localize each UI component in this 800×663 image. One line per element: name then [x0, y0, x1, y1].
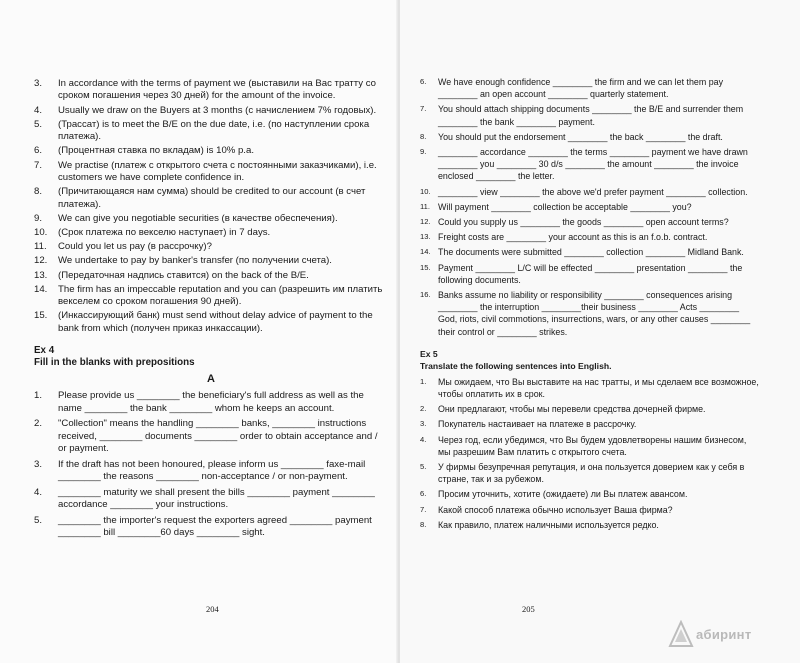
list-item — [420, 201, 760, 213]
item-number: 5. — [420, 462, 427, 472]
list-item — [420, 376, 760, 400]
labirint-logo — [668, 618, 786, 652]
item-text: We have enough confidence ________ the firm and we can let them pay ________ an open account ________ quarterly statement. — [438, 77, 726, 100]
ex5-list — [420, 376, 800, 531]
list-item — [34, 160, 388, 185]
list-item — [34, 270, 388, 282]
page-number-right: 205 — [522, 604, 535, 614]
item-text: (Срок платежа по векселю наступает) in 7 days. — [58, 227, 271, 239]
list-item — [34, 78, 388, 103]
item-number: 3. — [420, 419, 427, 429]
list-item — [420, 131, 760, 143]
item-text: Will payment ________ collection be acceptable ________ you? — [438, 201, 692, 212]
list-item — [420, 504, 760, 516]
list-item — [420, 262, 760, 286]
item-text: You should put the endorsement ________ the back ________ the draft. — [438, 131, 723, 142]
logo-text: абиринт — [696, 627, 752, 642]
item-number: 9. — [34, 212, 43, 224]
list-item — [34, 284, 388, 309]
item-number: 16. — [420, 290, 431, 300]
list-item — [34, 459, 388, 484]
list-item — [420, 231, 760, 243]
item-text: (Процентная ставка по вкладам) is 10% p.a. — [58, 145, 254, 157]
list-item — [420, 216, 760, 228]
item-number: 8. — [420, 131, 427, 141]
ex5-subtitle: Translate the following sentences into English. — [420, 360, 612, 371]
item-number: 15. — [34, 310, 48, 322]
item-number: 12. — [420, 217, 431, 227]
ex4-title: Ex 4 — [34, 345, 55, 357]
item-number: 4. — [420, 434, 427, 444]
item-number: 4. — [34, 486, 43, 498]
item-number: 2. — [420, 404, 427, 414]
item-number: 1. — [420, 376, 427, 386]
item-text: Какой способ платежа обычно использует Ваша фирма? — [438, 504, 673, 515]
item-number: 15. — [420, 262, 431, 272]
item-number: 14. — [34, 283, 48, 295]
right-page — [400, 0, 800, 663]
list-item — [34, 487, 388, 512]
labirint-logo-icon — [668, 620, 694, 648]
item-text: "Collection" means the handling ________ banks, ________ instructions received, ________ documents ________ order to obtain acceptance and / or payment. — [58, 418, 381, 455]
item-text: (Причитающаяся нам сумма) should be credited to our account (в счет платежа). — [58, 186, 369, 210]
item-number: 7. — [420, 504, 427, 514]
list-item — [420, 146, 760, 183]
list-item — [34, 119, 388, 144]
list-item — [420, 418, 760, 430]
list-item — [34, 310, 388, 335]
item-text: (Трассат) is to meet the B/E on the due date, i.e. (по наступлении срока платежа). — [58, 118, 372, 143]
list-item — [34, 227, 388, 239]
ex4-subtitle: Fill in the blanks with prepositions — [34, 357, 195, 369]
item-text: Покупатель настаивает на платеже в рассрочку. — [438, 419, 637, 430]
item-number: 12. — [34, 255, 48, 267]
item-number: 7. — [420, 104, 427, 114]
item-number: 3. — [34, 458, 43, 470]
item-number: 6. — [420, 489, 427, 499]
list-item — [34, 213, 388, 225]
item-number: 5. — [34, 514, 43, 526]
item-text: Please provide us ________ the beneficiary's full address as well as the name ________ the bank ________ whom he keeps an account. — [58, 390, 367, 414]
item-text: ________ accordance ________ the terms ________ payment we have drawn ________ you ________ 30 d/s ________ the amount ________ the invoice enclosed ________ the letter. — [438, 147, 751, 182]
item-text: ________ the importer's request the exporters agreed ________ payment ________ bill ________60 days ________ sight. — [58, 514, 375, 539]
list-item — [420, 103, 760, 127]
item-number: 2. — [34, 418, 43, 430]
list-item — [420, 289, 760, 338]
item-text: The documents were submitted ________ collection ________ Midland Bank. — [438, 247, 744, 258]
list-item — [34, 105, 388, 117]
item-number: 1. — [34, 390, 43, 402]
list-item — [420, 403, 760, 415]
item-number: 8. — [34, 186, 43, 198]
left-exercise-list — [34, 78, 398, 335]
item-number: 13. — [420, 232, 431, 242]
list-item — [420, 246, 760, 258]
list-item — [420, 519, 760, 531]
item-text: We undertake to pay by banker's transfer (по получении счета). — [58, 255, 332, 267]
item-text: The firm has an impeccable reputation and you can (разрешить им платить векселем со сроком погашения 90 дней). — [58, 283, 386, 308]
section-letter: A — [207, 373, 215, 386]
item-text: Как правило, платеж наличными используется редко. — [438, 519, 659, 530]
item-number: 13. — [34, 269, 48, 281]
item-text: Через год, если убедимся, что Вы будем удовлетворены нашим бизнесом, мы разрешим Вам платить с открытого счета. — [438, 434, 749, 457]
item-text: Мы ожидаем, что Вы выставите на нас тратты, и мы сделаем все возможное, чтобы оплатить их в срок. — [438, 376, 762, 400]
item-text: Просим уточнить, хотите (ожидаете) ли Вы платеж авансом. — [438, 489, 688, 500]
item-text: We can give you negotiable securities (в качестве обеспечения). — [58, 212, 338, 224]
item-text: У фирмы безупречная репутация, и она пользуется доверием как у себя в стране, так и за рубежом. — [438, 462, 747, 485]
item-text: ________ maturity we shall present the bills ________ payment ________ accordance ________ your instructions. — [58, 486, 378, 511]
list-item — [34, 418, 388, 455]
item-text: If the draft has not been honoured, please inform us ________ faxe-mail ________ the reasons ________ non-acceptance / or non-payment. — [58, 458, 368, 483]
item-number: 8. — [420, 519, 427, 529]
ex4-list — [34, 390, 398, 539]
ex5-title: Ex 5 — [420, 348, 438, 359]
item-number: 6. — [420, 77, 427, 86]
item-number: 9. — [420, 147, 427, 157]
list-item — [420, 488, 760, 500]
item-number: 5. — [34, 118, 43, 130]
item-number: 14. — [420, 247, 431, 257]
item-number: 11. — [420, 201, 430, 211]
item-number: 7. — [34, 159, 43, 171]
item-text: Usually we draw on the Buyers at 3 months (с начислением 7% годовых). — [58, 104, 377, 116]
right-exercise-list — [420, 76, 800, 338]
list-item — [420, 434, 760, 458]
item-text: Could you let us pay (в рассрочку)? — [58, 241, 212, 253]
item-text: We practise (платеж с открытого счета с постоянными заказчиками), i.e. customers we have complete confidence in. — [58, 159, 380, 184]
item-text: Freight costs are ________ your account as this is an f.o.b. contract. — [438, 232, 708, 243]
item-number: 6. — [34, 145, 43, 157]
list-item — [34, 145, 388, 157]
list-item — [34, 390, 388, 415]
page-number-left: 204 — [206, 604, 219, 614]
list-item — [34, 186, 388, 211]
list-item — [420, 76, 760, 100]
item-text: Они предлагают, чтобы мы перевели средства дочерней фирме. — [438, 404, 706, 415]
item-text: Banks assume no liability or responsibility ________ consequences arising ________ the interruption ________their business ________ Acts ________ God, riots, civil commotions, insurrections, wars, or any other causes ________ their control or ________ strikes. — [438, 290, 753, 337]
item-text: You should attach shipping documents ________ the B/E and surrender them ________ the bank ________ payment. — [438, 104, 746, 127]
left-page — [0, 0, 398, 663]
item-text: Payment ________ L/C will be effected ________ presentation ________ the following documents. — [438, 262, 745, 285]
list-item — [34, 255, 388, 267]
item-text: (Инкассирующий банк) must send without delay advice of payment to the bank from which (получен приказ инкассации). — [58, 310, 376, 334]
item-number: 4. — [34, 104, 43, 116]
item-text: ________ view ________ the above we'd prefer payment ________ collection. — [438, 186, 748, 197]
item-number: 3. — [34, 78, 43, 89]
list-item — [34, 241, 388, 253]
item-text: (Передаточная надпись ставится) on the back of the B/E. — [58, 269, 309, 281]
list-item — [34, 515, 388, 540]
item-number: 10. — [34, 227, 48, 239]
item-number: 10. — [420, 186, 431, 196]
item-text: In accordance with the terms of payment we (выставили на Вас тратту со сроком погашения через 30 дней) for the amount of the invoice. — [58, 78, 379, 102]
list-item — [420, 186, 760, 198]
item-number: 11. — [34, 241, 47, 253]
list-item — [420, 461, 760, 485]
item-text: Could you supply us ________ the goods ________ open account terms? — [438, 217, 729, 228]
